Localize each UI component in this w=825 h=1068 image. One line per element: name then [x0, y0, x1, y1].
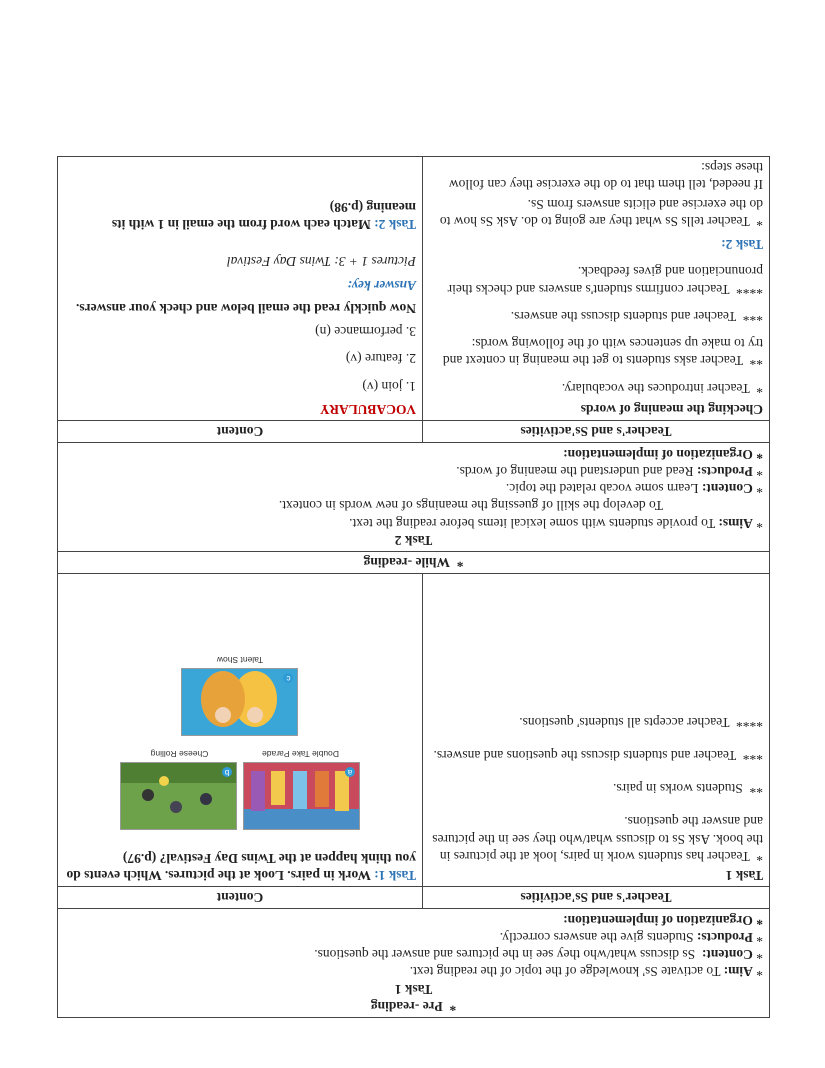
table2-col-activities: Teacher's and Ss'activities [423, 421, 770, 443]
while-reading-section: * While -reading [58, 551, 770, 573]
table1-col-activities: Teacher's and Ss'activities [423, 887, 770, 909]
talent-show-image-icon [183, 669, 298, 735]
table2-task2-step-1: * Teacher tells Ss what they are going to do. Ask Ss how to do the exercise and elicits answers from Ss. [439, 196, 763, 229]
table2-task2-step-2: If needed, tell them that to do the exercise they can follow these steps: [448, 160, 763, 193]
caption-talent-show: Talent Show [216, 654, 264, 665]
while-task: Task 2 [394, 532, 433, 548]
table1-step-1: * Teacher has students work in pairs, look at the pictures in the book. Ask Ss to discuss what/who they see in the pictures and answer the questions. [432, 814, 763, 864]
pre-content: * Content: Ss discuss what/who they see in the pictures and answer the questions. [314, 947, 763, 963]
table2-task2-label: Task 2: [721, 237, 763, 253]
caption-double-take-parade: Double Take Parade [262, 748, 339, 759]
festival-pictures [64, 654, 416, 850]
table2-check-label: Checking the meaning of words [580, 402, 763, 418]
table2-col-content: Content [58, 421, 423, 443]
table1-content-task: Task 1: Work in pairs. Look at the pictures. Which events do you think happen at the Twins Day Festival? (p.97) [66, 850, 416, 884]
while-reading-info [58, 443, 770, 552]
table1-step-4: **** Teacher accepts all students' questions. [519, 714, 763, 730]
while-organization: * Organization of implementation: [563, 446, 763, 462]
table1-step-3: *** Teacher and students discuss the questions and answers. [433, 747, 763, 763]
pre-products: * Products: Students give the answers correctly. [499, 929, 763, 945]
table1-step-2: ** Students works in pairs. [613, 781, 763, 797]
picture-double-take-parade: a [243, 762, 360, 830]
table2-step-1: * Teacher introduces the vocabulary. [561, 380, 763, 396]
answer-key-label: Answer key: [347, 277, 416, 293]
check-answers-instruction: Now quickly read the email below and check your answers. [75, 300, 416, 316]
vocab-word-2: 2. feature (v) [345, 351, 416, 367]
table1-body [58, 574, 770, 887]
task2-content: Task 2: Match each word from the email in 1 with its meaning (p.98) [111, 199, 416, 233]
while-aim-2: To develop the skill of guessing the meanings of new words in context. [278, 498, 663, 514]
vocab-word-3: 3. performance (n) [315, 324, 416, 340]
picture-cheese-rolling: b [120, 762, 237, 830]
pre-reading-title: * Pre -reading [370, 999, 457, 1014]
while-aim: * Aims: To provide students with some lexical items before reading the text. [349, 515, 763, 531]
table1-task-label: Task 1 [725, 868, 763, 884]
table2-step-4: **** Teacher confirms student's answers and checks their pronunciation and gives feedback. [447, 264, 763, 297]
pre-reading-task: Task 1 [394, 981, 433, 997]
table1-header [58, 887, 770, 909]
vocabulary-label: VOCABULARY [319, 402, 416, 418]
answer-key-text: Pictures 1 + 3: Twins Day Festival [226, 254, 416, 270]
table2-body [58, 156, 770, 420]
caption-cheese-rolling: Cheese Rolling [150, 748, 209, 759]
cheese-rolling-image-icon [121, 763, 236, 829]
while-products: * Products: Read and understand the meaning of words. [456, 463, 763, 479]
while-reading-title: While -reading [363, 555, 450, 571]
table2-step-2: ** Teacher asks students to get the meaning in context and try to make up sentences with of the following words: [442, 336, 763, 369]
lesson-plan-document [57, 156, 770, 1018]
parade-image-icon [244, 763, 359, 829]
pre-organization: * Organization of implementation: [563, 912, 763, 928]
pre-aim: * Aim: To activate Ss' knowledge of the topic of the reading text. [409, 964, 763, 980]
table2-header [58, 421, 770, 443]
while-content: * Content: Learn some vocab related the topic. [505, 481, 763, 497]
vocab-word-1: 1. join (v) [362, 378, 416, 394]
pre-reading-section [58, 909, 770, 1018]
table2-step-3: *** Teacher and students discuss the answers. [510, 308, 763, 324]
picture-talent-show: c [182, 668, 299, 736]
table1-col-content: Content [58, 887, 423, 909]
